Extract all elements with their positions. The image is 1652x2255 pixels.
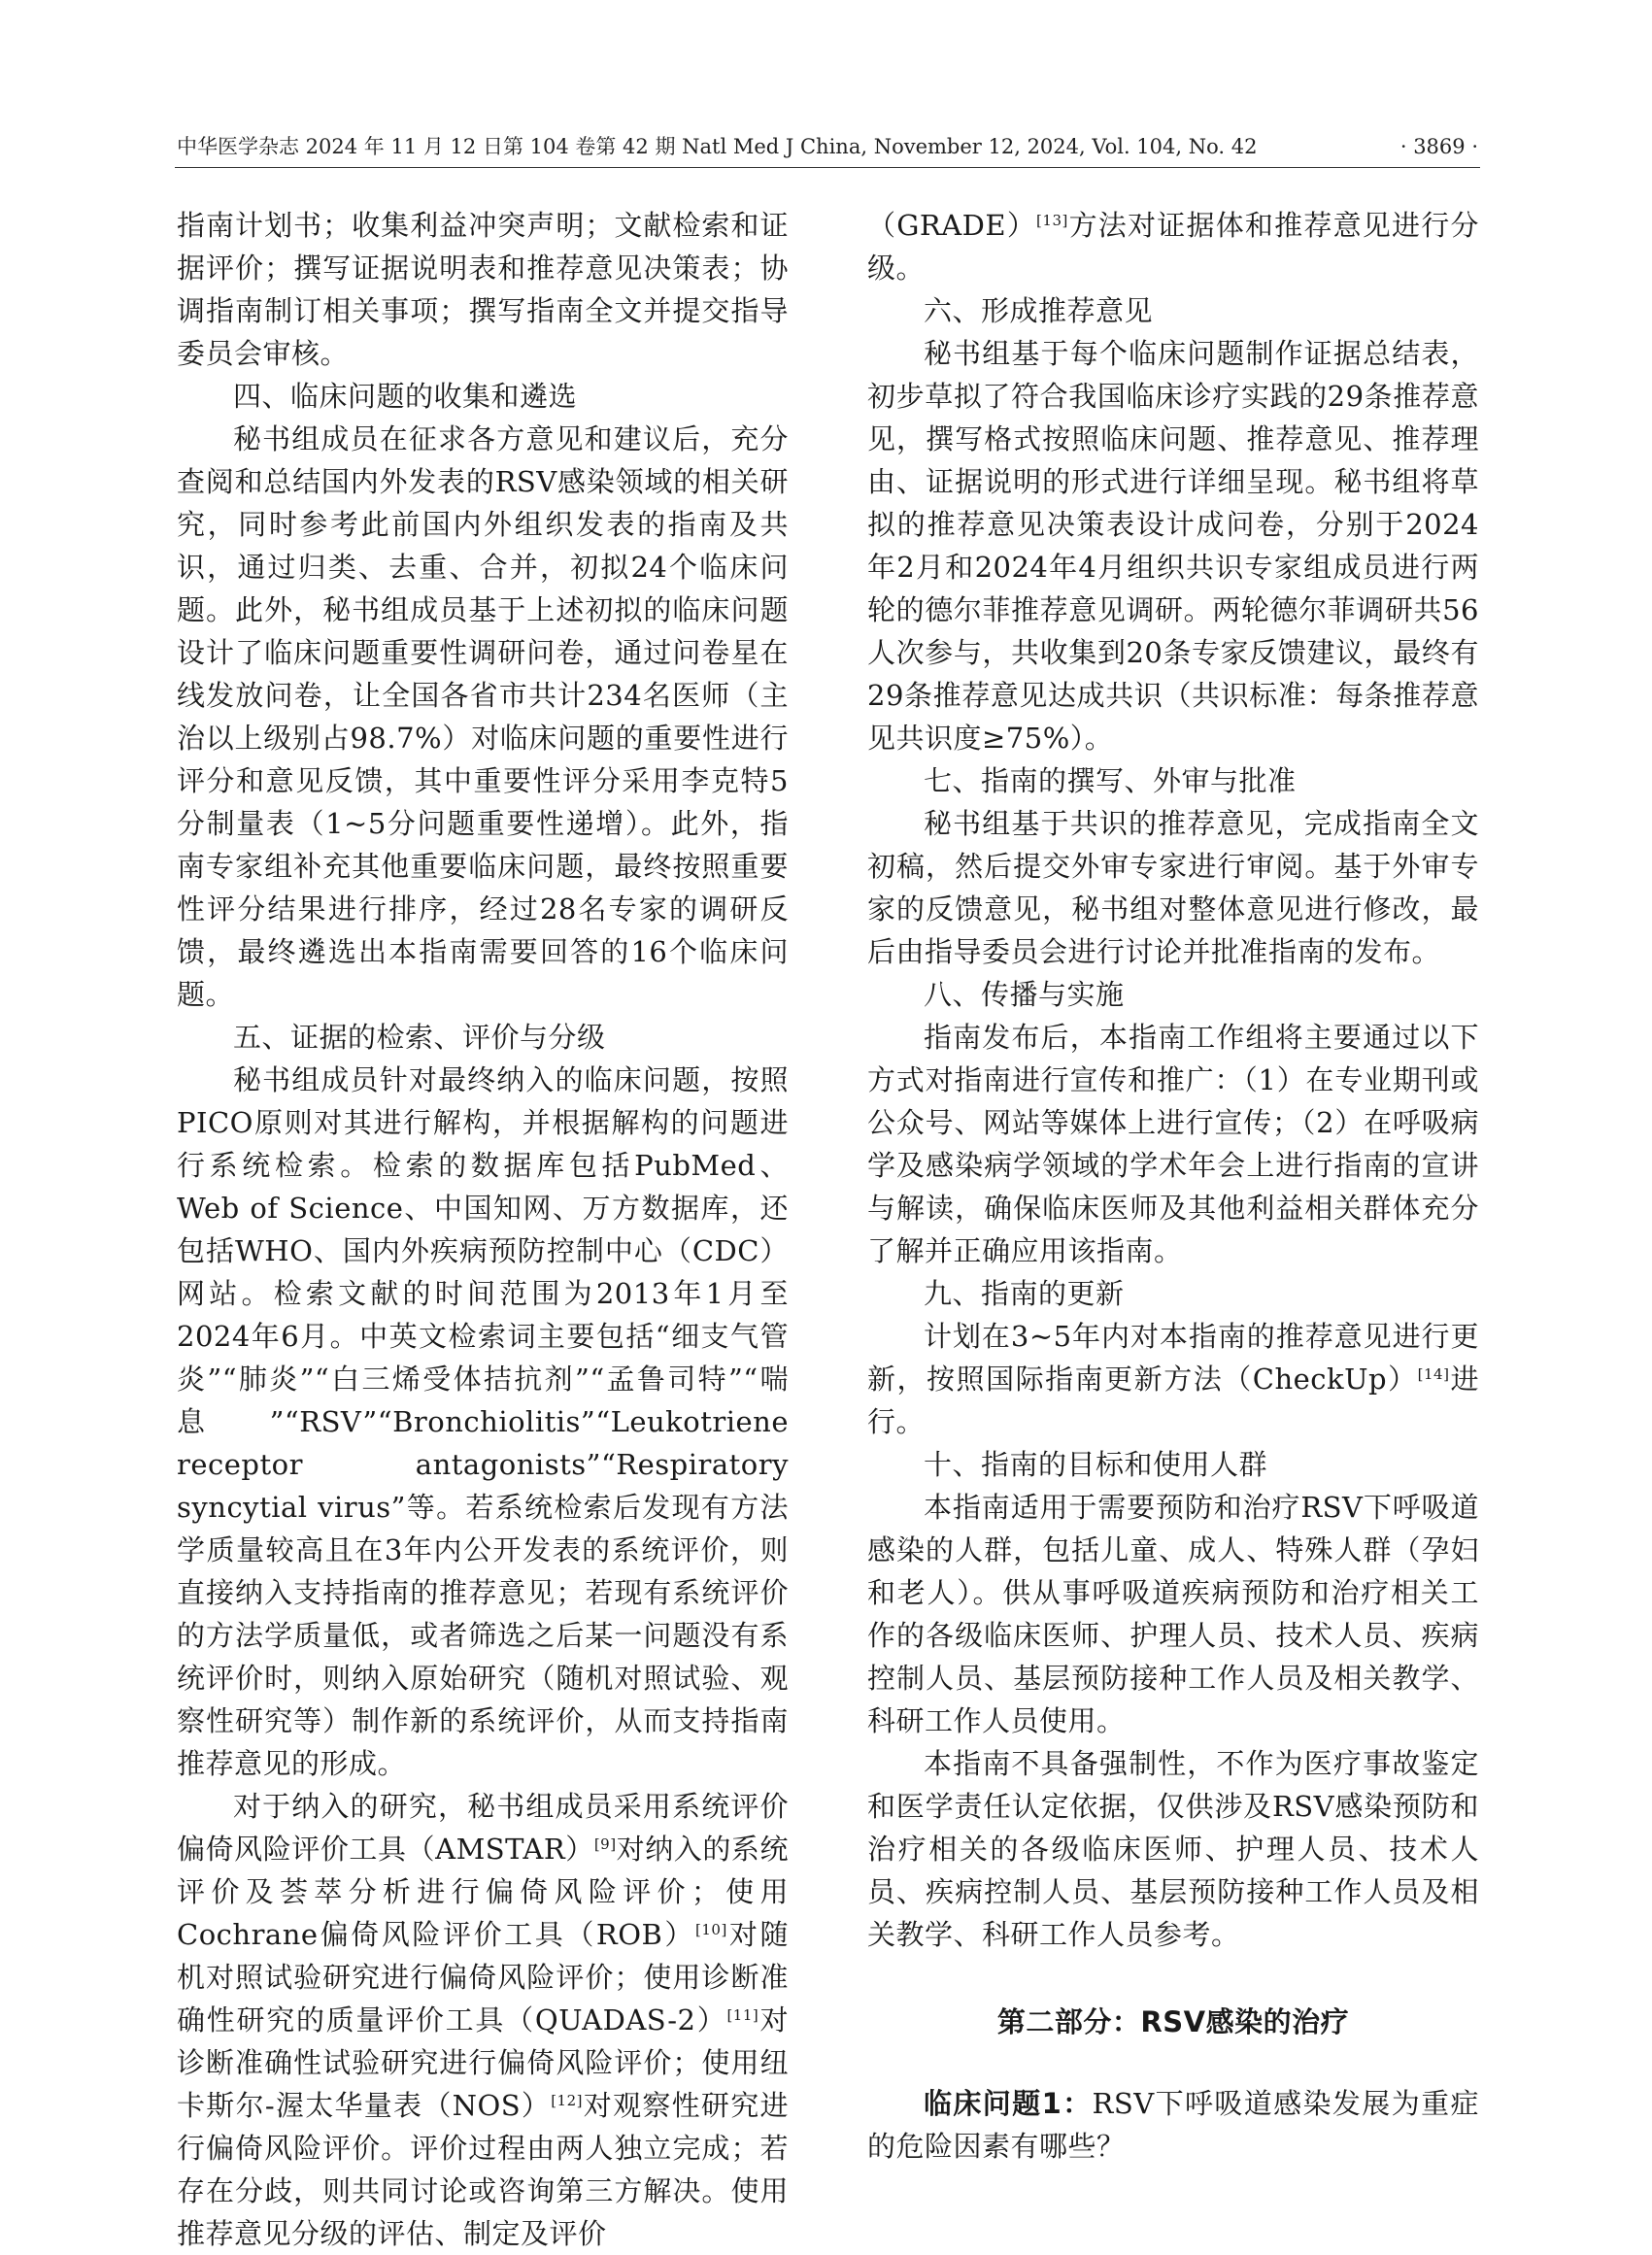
citation-ref: [14]	[1417, 1365, 1450, 1383]
running-header	[177, 134, 1478, 159]
section-heading: 五、证据的检索、评价与分级	[233, 1021, 606, 1054]
clinical-question	[867, 2082, 1479, 2168]
paragraph	[867, 204, 1479, 289]
paragraph: 指南发布后，本指南工作组将主要通过以下方式对指南进行宣传和推广：（1）在专业期刊或公众号、网站等媒体上进行宣传；（2）在呼吸病学及感染病学领域的学术年会上进行指南的宣讲与解读，确保临床医师及其他利益相关群体充分了解并正确应用该指南。	[867, 1021, 1479, 1267]
header-rule	[175, 167, 1480, 168]
section-heading: 四、临床问题的收集和遴选	[233, 380, 578, 413]
citation-ref: [9]	[593, 1835, 617, 1853]
citation-ref: [12]	[551, 2092, 583, 2109]
left-column	[177, 204, 789, 2255]
question-label: 临床问题1：	[924, 2087, 1093, 2120]
paragraph: 秘书组成员在征求各方意见和建议后，充分查阅和总结国内外发表的RSV感染领域的相关研究，同时参考此前国内外组织发表的指南及共识，通过归类、去重、合并，初拟24个临床问题。此外，秘书组成员基于上述初拟的临床问题设计了临床问题重要性调研问卷，通过问卷星在线发放问卷，让全国各省市共计234名医师（主治以上级别占98.7%）对临床问题的重要性进行评分和意见反馈，其中重要性评分采用李克特5分制量表（1~5分问题重要性递增）。此外，指南专家组补充其他重要临床问题，最终按照重要性评分结果进行排序，经过28名专家的调研反馈，最终遴选出本指南需要回答的16个临床问题。	[177, 422, 789, 1011]
question-text: RSV下呼吸道感染发展为重症的危险因素有哪些？	[867, 2087, 1479, 2163]
text-span: 方法对证据体和推荐意见进行分级。	[867, 209, 1479, 285]
text-span: 对观察性研究进行偏倚风险评价。评价过程由两人独立完成；若存在分歧，则共同讨论或咨询第三方解决。使用推荐意见分级的评估、制定及评价	[177, 2089, 789, 2250]
paragraph: 秘书组基于共识的推荐意见，完成指南全文初稿，然后提交外审专家进行审阅。基于外审专家的反馈意见，秘书组对整体意见进行修改，最后由指导委员会进行讨论并批准指南的发布。	[867, 807, 1479, 968]
page-number: · 3869 ·	[1399, 135, 1478, 158]
text-span: 对纳入的系统评价及荟萃分析进行偏倚风险评价；使用Cochrane偏倚风险评价工具（ROB）	[177, 1833, 789, 1951]
paragraph: 秘书组基于每个临床问题制作证据总结表，初步草拟了符合我国临床诊疗实践的29条推荐意见，撰写格式按照临床问题、推荐意见、推荐理由、证据说明的形式进行详细呈现。秘书组将草拟的推荐意见决策表设计成问卷，分别于2024年2月和2024年4月组织共识专家组成员进行两轮的德尔菲推荐意见调研。两轮德尔菲调研共56人次参与，共收集到20条专家反馈建议，最终有29条推荐意见达成共识（共识标准：每条推荐意见共识度≥75%）。	[867, 337, 1479, 755]
section-heading: 九、指南的更新	[924, 1277, 1125, 1310]
citation-ref: [13]	[1036, 212, 1068, 229]
part-title: 第二部分：RSV感染的治疗	[996, 2005, 1350, 2038]
citation-ref: [10]	[695, 1921, 727, 1938]
paragraph	[177, 1785, 789, 2255]
section-heading: 六、形成推荐意见	[924, 294, 1154, 327]
paragraph: 指南计划书；收集利益冲突声明；文献检索和证据评价；撰写证据说明表和推荐意见决策表；协调指南制订相关事项；撰写指南全文并提交指导委员会审核。	[177, 209, 789, 370]
section-heading: 七、指南的撰写、外审与批准	[924, 764, 1297, 797]
paragraph: 本指南适用于需要预防和治疗RSV下呼吸道感染的人群，包括儿童、成人、特殊人群（孕妇和老人）。供从事呼吸道疾病预防和治疗相关工作的各级临床医师、护理人员、技术人员、疾病控制人员、基层预防接种工作人员及相关教学、科研工作人员使用。	[867, 1491, 1479, 1737]
citation-ref: [11]	[726, 2006, 759, 2024]
section-heading: 八、传播与实施	[924, 978, 1125, 1011]
journal-citation: 中华医学杂志 2024 年 11 月 12 日第 104 卷第 42 期 Natl Med J China, November 12, 2024, Vol. 104, No. 42	[177, 135, 1258, 158]
paragraph	[867, 1315, 1479, 1443]
right-column	[867, 204, 1479, 2168]
text-span: 计划在3~5年内对本指南的推荐意见进行更新，按照国际指南更新方法（CheckUp）	[867, 1320, 1479, 1396]
text-span: 对于纳入的研究，秘书组成员采用系统评价偏倚风险评价工具（AMSTAR）	[177, 1790, 789, 1866]
paragraph: 秘书组成员针对最终纳入的临床问题，按照PICO原则对其进行解构，并根据解构的问题进行系统检索。检索的数据库包括PubMed、Web of Science、中国知网、万方数据库，还包括WHO、国内外疾病预防控制中心（CDC）网站。检索文献的时间范围为2013年1月至2024年6月。中英文检索词主要包括“细支气管炎”“肺炎”“白三烯受体拮抗剂”“孟鲁司特”“喘息”“RSV”“Bronchiolitis”“Leukotriene receptor antagonists”“Respiratory syncytial virus”等。若系统检索后发现有方法学质量较高且在3年内公开发表的系统评价，则直接纳入支持指南的推荐意见；若现有系统评价的方法学质量低，或者筛选之后某一问题没有系统评价时，则纳入原始研究（随机对照试验、观察性研究等）制作新的系统评价，从而支持指南推荐意见的形成。	[177, 1063, 789, 1780]
text-span: 进行。	[867, 1363, 1479, 1438]
text-span: 对诊断准确性试验研究进行偏倚风险评价；使用纽卡斯尔-渥太华量表（NOS）	[177, 2003, 789, 2122]
paragraph: 本指南不具备强制性，不作为医疗事故鉴定和医学责任认定依据，仅供涉及RSV感染预防和治疗相关的各级临床医师、护理人员、技术人员、疾病控制人员、基层预防接种工作人员及相关教学、科研工作人员参考。	[867, 1747, 1479, 1951]
section-heading: 十、指南的目标和使用人群	[924, 1448, 1268, 1481]
text-span: （GRADE）	[867, 209, 1037, 242]
text-span: 对随机对照试验研究进行偏倚风险评价；使用诊断准确性研究的质量评价工具（QUADAS-2）	[177, 1918, 789, 2036]
